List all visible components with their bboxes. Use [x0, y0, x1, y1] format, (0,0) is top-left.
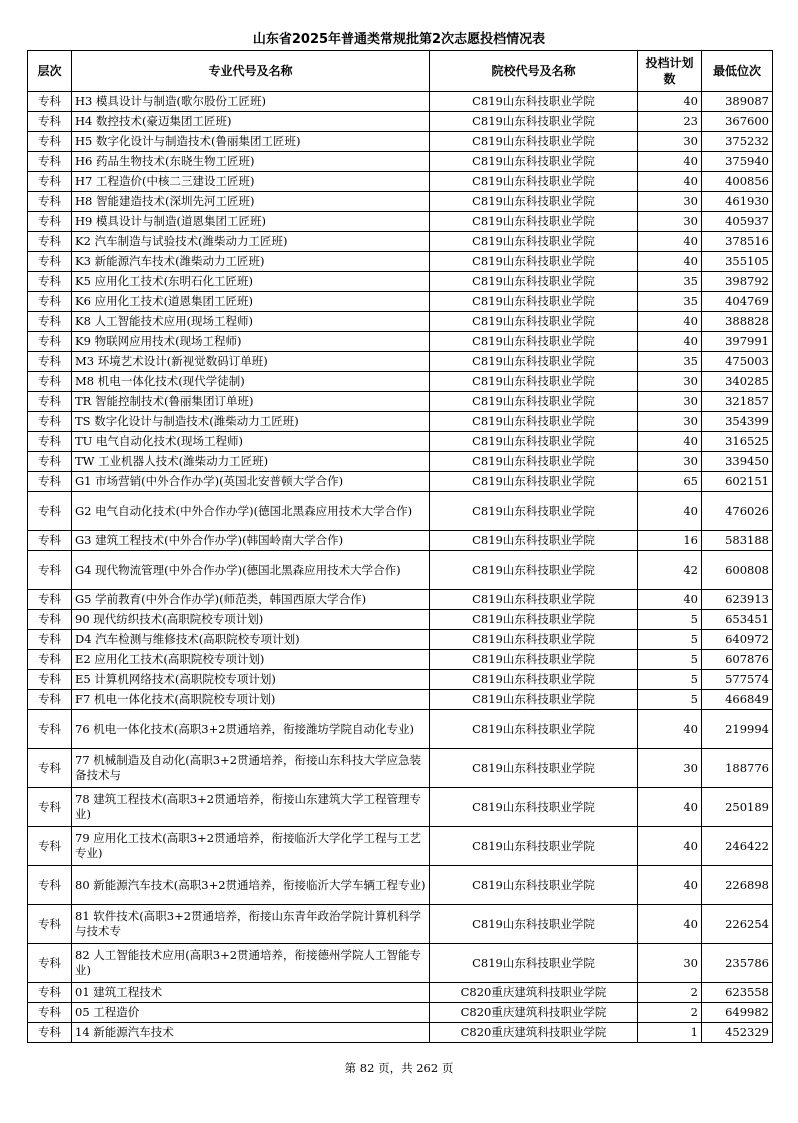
cell-level: 专科	[28, 531, 72, 551]
cell-school: C819山东科技职业学院	[430, 132, 638, 152]
cell-level: 专科	[28, 905, 72, 944]
table-row	[28, 272, 773, 292]
cell-school: C819山东科技职业学院	[430, 670, 638, 690]
cell-level: 专科	[28, 944, 72, 983]
cell-plan: 35	[638, 352, 702, 372]
cell-major: E2 应用化工技术(高职院校专项计划)	[72, 650, 430, 670]
cell-school: C819山东科技职业学院	[430, 710, 638, 749]
table-row	[28, 192, 773, 212]
cell-rank: 475003	[702, 352, 773, 372]
cell-major: D4 汽车检测与维修技术(高职院校专项计划)	[72, 630, 430, 650]
table-row	[28, 531, 773, 551]
table-body	[28, 92, 773, 1043]
cell-level: 专科	[28, 252, 72, 272]
cell-school: C819山东科技职业学院	[430, 272, 638, 292]
cell-major: K5 应用化工技术(东明石化工匠班)	[72, 272, 430, 292]
cell-plan: 40	[638, 152, 702, 172]
cell-rank: 321857	[702, 392, 773, 412]
cell-plan: 35	[638, 292, 702, 312]
cell-major: TR 智能控制技术(鲁丽集团订单班)	[72, 392, 430, 412]
cell-level: 专科	[28, 332, 72, 352]
cell-rank: 607876	[702, 650, 773, 670]
cell-rank: 226254	[702, 905, 773, 944]
cell-major: H7 工程造价(中核二三建设工匠班)	[72, 172, 430, 192]
cell-rank: 623913	[702, 590, 773, 610]
table-row	[28, 551, 773, 590]
cell-plan: 2	[638, 983, 702, 1003]
header-major: 专业代号及名称	[72, 51, 430, 92]
cell-level: 专科	[28, 232, 72, 252]
cell-major: 82 人工智能技术应用(高职3+2贯通培养，衔接德州学院人工智能专业)	[72, 944, 430, 983]
cell-school: C820重庆建筑科技职业学院	[430, 1003, 638, 1023]
cell-school: C819山东科技职业学院	[430, 630, 638, 650]
cell-plan: 5	[638, 650, 702, 670]
table-row	[28, 172, 773, 192]
table-row	[28, 112, 773, 132]
cell-major: 81 软件技术(高职3+2贯通培养，衔接山东青年政治学院计算机科学与技术专	[72, 905, 430, 944]
cell-plan: 1	[638, 1023, 702, 1043]
cell-major: H6 药品生物技术(东晓生物工匠班)	[72, 152, 430, 172]
cell-plan: 5	[638, 670, 702, 690]
cell-rank: 623558	[702, 983, 773, 1003]
cell-rank: 398792	[702, 272, 773, 292]
cell-plan: 40	[638, 492, 702, 531]
table-row	[28, 590, 773, 610]
cell-plan: 65	[638, 472, 702, 492]
table-row	[28, 432, 773, 452]
cell-level: 专科	[28, 670, 72, 690]
cell-plan: 40	[638, 252, 702, 272]
cell-rank: 476026	[702, 492, 773, 531]
cell-plan: 5	[638, 610, 702, 630]
table-row	[28, 332, 773, 352]
cell-school: C819山东科技职业学院	[430, 192, 638, 212]
cell-rank: 355105	[702, 252, 773, 272]
cell-major: 77 机械制造及自动化(高职3+2贯通培养，衔接山东科技大学应急装备技术与	[72, 749, 430, 788]
cell-major: TU 电气自动化技术(现场工程师)	[72, 432, 430, 452]
cell-plan: 5	[638, 690, 702, 710]
cell-school: C819山东科技职业学院	[430, 312, 638, 332]
table-row	[28, 749, 773, 788]
cell-school: C819山东科技职业学院	[430, 352, 638, 372]
cell-rank: 375232	[702, 132, 773, 152]
table-row	[28, 866, 773, 905]
cell-major: 05 工程造价	[72, 1003, 430, 1023]
cell-rank: 600808	[702, 551, 773, 590]
table-header-row	[28, 51, 773, 92]
cell-major: 78 建筑工程技术(高职3+2贯通培养，衔接山东建筑大学工程管理专业)	[72, 788, 430, 827]
cell-plan: 40	[638, 710, 702, 749]
table-row	[28, 392, 773, 412]
cell-plan: 30	[638, 132, 702, 152]
admission-table	[27, 50, 773, 1043]
cell-rank: 188776	[702, 749, 773, 788]
cell-level: 专科	[28, 372, 72, 392]
cell-plan: 30	[638, 212, 702, 232]
table-row	[28, 352, 773, 372]
cell-major: H8 智能建造技术(深圳先河工匠班)	[72, 192, 430, 212]
cell-rank: 246422	[702, 827, 773, 866]
cell-major: G1 市场营销(中外合作办学)(英国北安普顿大学合作)	[72, 472, 430, 492]
table-row	[28, 312, 773, 332]
table-row	[28, 292, 773, 312]
cell-level: 专科	[28, 432, 72, 452]
cell-plan: 40	[638, 172, 702, 192]
cell-level: 专科	[28, 412, 72, 432]
page-footer: 第 82 页，共 262 页	[344, 1061, 454, 1075]
cell-level: 专科	[28, 610, 72, 630]
cell-level: 专科	[28, 212, 72, 232]
table-row	[28, 372, 773, 392]
cell-plan: 35	[638, 272, 702, 292]
cell-plan: 23	[638, 112, 702, 132]
cell-school: C819山东科技职业学院	[430, 690, 638, 710]
cell-school: C819山东科技职业学院	[430, 610, 638, 630]
cell-level: 专科	[28, 866, 72, 905]
cell-level: 专科	[28, 392, 72, 412]
cell-school: C819山东科技职业学院	[430, 332, 638, 352]
table-row	[28, 92, 773, 112]
cell-major: K3 新能源汽车技术(潍柴动力工匠班)	[72, 252, 430, 272]
cell-school: C820重庆建筑科技职业学院	[430, 983, 638, 1003]
table-row	[28, 905, 773, 944]
cell-level: 专科	[28, 827, 72, 866]
cell-school: C819山东科技职业学院	[430, 749, 638, 788]
cell-major: 76 机电一体化技术(高职3+2贯通培养，衔接潍坊学院自动化专业)	[72, 710, 430, 749]
cell-level: 专科	[28, 788, 72, 827]
cell-major: 79 应用化工技术(高职3+2贯通培养，衔接临沂大学化学工程与工艺专业)	[72, 827, 430, 866]
cell-rank: 649982	[702, 1003, 773, 1023]
cell-level: 专科	[28, 312, 72, 332]
cell-plan: 42	[638, 551, 702, 590]
cell-school: C819山东科技职业学院	[430, 452, 638, 472]
cell-plan: 40	[638, 866, 702, 905]
cell-rank: 250189	[702, 788, 773, 827]
table-row	[28, 944, 773, 983]
cell-level: 专科	[28, 192, 72, 212]
cell-rank: 375940	[702, 152, 773, 172]
cell-major: K9 物联网应用技术(现场工程师)	[72, 332, 430, 352]
cell-plan: 40	[638, 92, 702, 112]
header-rank: 最低位次	[702, 51, 773, 92]
cell-major: F7 机电一体化技术(高职院校专项计划)	[72, 690, 430, 710]
table-row	[28, 983, 773, 1003]
cell-level: 专科	[28, 1023, 72, 1043]
cell-rank: 367600	[702, 112, 773, 132]
cell-level: 专科	[28, 551, 72, 590]
cell-school: C819山东科技职业学院	[430, 232, 638, 252]
cell-school: C819山东科技职业学院	[430, 944, 638, 983]
cell-school: C819山东科技职业学院	[430, 650, 638, 670]
cell-rank: 340285	[702, 372, 773, 392]
table-row	[28, 412, 773, 432]
cell-rank: 405937	[702, 212, 773, 232]
table-row	[28, 1003, 773, 1023]
table-row	[28, 690, 773, 710]
cell-rank: 602151	[702, 472, 773, 492]
cell-school: C819山东科技职业学院	[430, 432, 638, 452]
cell-rank: 339450	[702, 452, 773, 472]
table-row	[28, 670, 773, 690]
cell-school: C819山东科技职业学院	[430, 392, 638, 412]
cell-plan: 30	[638, 749, 702, 788]
cell-plan: 40	[638, 827, 702, 866]
cell-rank: 219994	[702, 710, 773, 749]
cell-plan: 40	[638, 332, 702, 352]
cell-level: 专科	[28, 272, 72, 292]
cell-plan: 40	[638, 788, 702, 827]
cell-rank: 583188	[702, 531, 773, 551]
cell-school: C819山东科技职业学院	[430, 252, 638, 272]
cell-school: C819山东科技职业学院	[430, 92, 638, 112]
cell-level: 专科	[28, 132, 72, 152]
cell-major: TS 数字化设计与制造技术(潍柴动力工匠班)	[72, 412, 430, 432]
cell-plan: 40	[638, 590, 702, 610]
cell-level: 专科	[28, 1003, 72, 1023]
cell-school: C819山东科技职业学院	[430, 172, 638, 192]
cell-level: 专科	[28, 472, 72, 492]
cell-level: 专科	[28, 983, 72, 1003]
cell-rank: 466849	[702, 690, 773, 710]
cell-rank: 404769	[702, 292, 773, 312]
table-row	[28, 452, 773, 472]
cell-plan: 5	[638, 630, 702, 650]
table-row	[28, 630, 773, 650]
cell-level: 专科	[28, 749, 72, 788]
cell-school: C819山东科技职业学院	[430, 372, 638, 392]
cell-plan: 30	[638, 452, 702, 472]
cell-major: M8 机电一体化技术(现代学徒制)	[72, 372, 430, 392]
cell-level: 专科	[28, 630, 72, 650]
cell-rank: 235786	[702, 944, 773, 983]
table-row	[28, 710, 773, 749]
cell-school: C820重庆建筑科技职业学院	[430, 1023, 638, 1043]
cell-rank: 378516	[702, 232, 773, 252]
cell-school: C819山东科技职业学院	[430, 112, 638, 132]
cell-major: G5 学前教育(中外合作办学)(师范类，韩国西原大学合作)	[72, 590, 430, 610]
cell-major: H3 模具设计与制造(歌尔股份工匠班)	[72, 92, 430, 112]
cell-school: C819山东科技职业学院	[430, 866, 638, 905]
cell-rank: 640972	[702, 630, 773, 650]
cell-plan: 40	[638, 905, 702, 944]
header-plan: 投档计划数	[638, 51, 702, 92]
cell-rank: 388828	[702, 312, 773, 332]
cell-major: K6 应用化工技术(道恩集团工匠班)	[72, 292, 430, 312]
cell-plan: 30	[638, 412, 702, 432]
table-row	[28, 252, 773, 272]
cell-plan: 30	[638, 192, 702, 212]
cell-rank: 461930	[702, 192, 773, 212]
cell-major: 14 新能源汽车技术	[72, 1023, 430, 1043]
cell-school: C819山东科技职业学院	[430, 531, 638, 551]
cell-level: 专科	[28, 492, 72, 531]
table-row	[28, 610, 773, 630]
cell-major: TW 工业机器人技术(潍柴动力工匠班)	[72, 452, 430, 472]
cell-level: 专科	[28, 452, 72, 472]
cell-plan: 30	[638, 944, 702, 983]
table-row	[28, 788, 773, 827]
header-level: 层次	[28, 51, 72, 92]
cell-level: 专科	[28, 590, 72, 610]
cell-rank: 354399	[702, 412, 773, 432]
cell-school: C819山东科技职业学院	[430, 492, 638, 531]
cell-plan: 16	[638, 531, 702, 551]
cell-level: 专科	[28, 690, 72, 710]
cell-school: C819山东科技职业学院	[430, 905, 638, 944]
table-row	[28, 650, 773, 670]
cell-major: H5 数字化设计与制造技术(鲁丽集团工匠班)	[72, 132, 430, 152]
cell-level: 专科	[28, 352, 72, 372]
cell-rank: 226898	[702, 866, 773, 905]
cell-major: K8 人工智能技术应用(现场工程师)	[72, 312, 430, 332]
cell-plan: 40	[638, 232, 702, 252]
cell-major: G2 电气自动化技术(中外合作办学)(德国北黑森应用技术大学合作)	[72, 492, 430, 531]
cell-plan: 30	[638, 392, 702, 412]
cell-school: C819山东科技职业学院	[430, 292, 638, 312]
cell-school: C819山东科技职业学院	[430, 827, 638, 866]
cell-level: 专科	[28, 172, 72, 192]
table-row	[28, 132, 773, 152]
cell-level: 专科	[28, 92, 72, 112]
cell-major: H9 模具设计与制造(道恩集团工匠班)	[72, 212, 430, 232]
cell-major: K2 汽车制造与试验技术(潍柴动力工匠班)	[72, 232, 430, 252]
cell-school: C819山东科技职业学院	[430, 472, 638, 492]
cell-plan: 30	[638, 372, 702, 392]
cell-school: C819山东科技职业学院	[430, 788, 638, 827]
cell-rank: 389087	[702, 92, 773, 112]
cell-school: C819山东科技职业学院	[430, 152, 638, 172]
cell-major: G4 现代物流管理(中外合作办学)(德国北黑森应用技术大学合作)	[72, 551, 430, 590]
table-row	[28, 152, 773, 172]
cell-rank: 397991	[702, 332, 773, 352]
header-school: 院校代号及名称	[430, 51, 638, 92]
cell-rank: 577574	[702, 670, 773, 690]
cell-level: 专科	[28, 710, 72, 749]
cell-school: C819山东科技职业学院	[430, 590, 638, 610]
cell-school: C819山东科技职业学院	[430, 412, 638, 432]
cell-school: C819山东科技职业学院	[430, 551, 638, 590]
cell-rank: 653451	[702, 610, 773, 630]
cell-rank: 316525	[702, 432, 773, 452]
cell-major: E5 计算机网络技术(高职院校专项计划)	[72, 670, 430, 690]
cell-major: 90 现代纺织技术(高职院校专项计划)	[72, 610, 430, 630]
cell-level: 专科	[28, 112, 72, 132]
cell-major: H4 数控技术(豪迈集团工匠班)	[72, 112, 430, 132]
table-row	[28, 212, 773, 232]
cell-major: 01 建筑工程技术	[72, 983, 430, 1003]
cell-major: M3 环境艺术设计(新视觉数码订单班)	[72, 352, 430, 372]
cell-plan: 40	[638, 312, 702, 332]
cell-level: 专科	[28, 292, 72, 312]
table-row	[28, 827, 773, 866]
table-row	[28, 232, 773, 252]
cell-rank: 452329	[702, 1023, 773, 1043]
cell-major: 80 新能源汽车技术(高职3+2贯通培养，衔接临沂大学车辆工程专业)	[72, 866, 430, 905]
cell-level: 专科	[28, 650, 72, 670]
table-row	[28, 472, 773, 492]
cell-major: G3 建筑工程技术(中外合作办学)(韩国岭南大学合作)	[72, 531, 430, 551]
cell-rank: 400856	[702, 172, 773, 192]
cell-level: 专科	[28, 152, 72, 172]
cell-plan: 40	[638, 432, 702, 452]
table-row	[28, 1023, 773, 1043]
cell-school: C819山东科技职业学院	[430, 212, 638, 232]
table-row	[28, 492, 773, 531]
page-title: 山东省2025年普通类常规批第2次志愿投档情况表	[252, 32, 546, 47]
cell-plan: 2	[638, 1003, 702, 1023]
